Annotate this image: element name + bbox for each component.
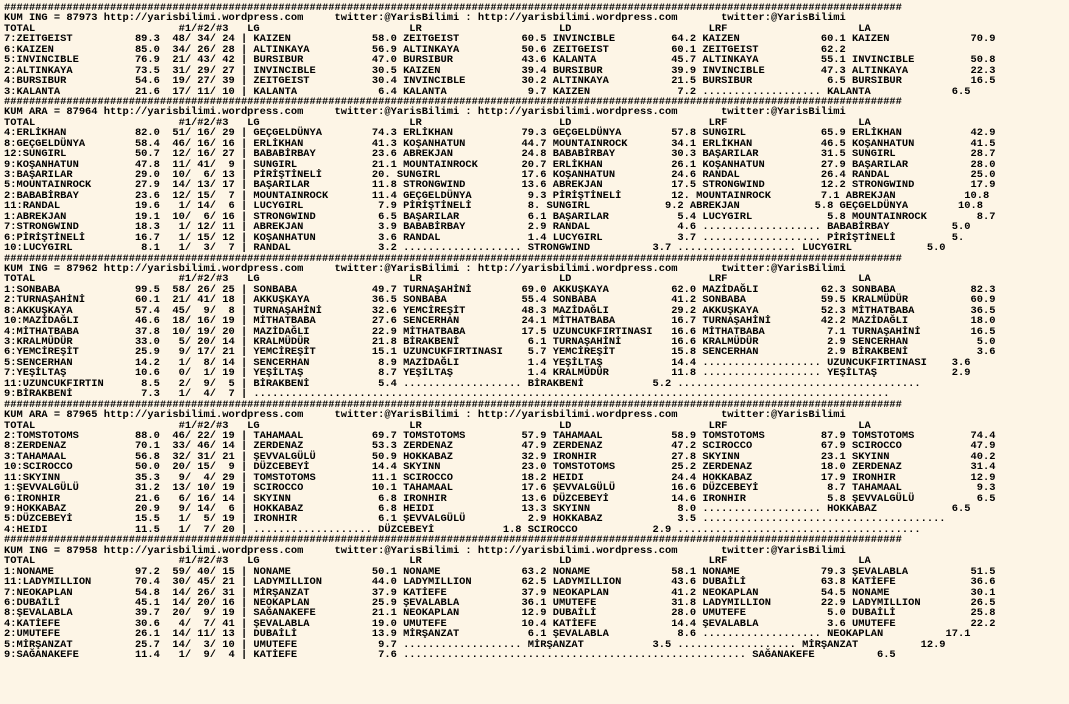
- race-analysis-document: [4, 3, 1066, 703]
- horse-row: 6:IRONHIR 21.6 6/ 16/ 14 | SKYINN 6.8 IRONHIR 13.6 DÜZCEBEYİ 14.6 IRONHIR 5.8 ŞEVVALGÜLÜ 6.5: [4, 492, 996, 505]
- horse-row: 4:HEIDI 11.5 1/ 7/ 20 | ................... DÜZCEBEYİ 1.8 SCIROCCO 2.9 .......................................: [4, 523, 921, 536]
- horse-row: 11:UZUNCUKFIRTIN 8.5 2/ 9/ 5 | BİRAKBENİ 5.4 ................... BİRAKBENİ 5.2 .......................................: [4, 377, 921, 390]
- horse-row: 7:STRONGWIND 18.3 1/ 12/ 11 | ABREKJAN 3.9 BABABİRBAY 2.9 RANDAL 4.6 ................... BABABİRBAY 5.0: [4, 221, 971, 234]
- horse-row: 10:SCIROCCO 50.0 20/ 15/ 9 | DÜZCEBEYİ 14.4 SKYINN 23.0 TOMSTOTOMS 25.2 ZERDENAZ 18.0 ZERDENAZ 31.4: [4, 461, 996, 474]
- horse-row: 10:LUCYGIRL 8.1 1/ 3/ 7 | RANDAL 3.2 ................... STRONGWIND 3.7 ................... LUCYGIRL 5.0: [4, 242, 946, 255]
- horse-row: 6:PİRİŞTİNELİ 16.7 1/ 15/ 12 | KOŞANHATUN 3.6 RANDAL 1.4 LUCYGIRL 3.7 ................... PİRİŞTİNELİ 5.: [4, 231, 965, 244]
- horse-row: 9:KOŞANHATUN 47.8 11/ 41/ 9 | SUNGIRL 21.1 MOUNTAINROCK 20.7 ERLİKHAN 26.1 KOŞANHATUN 27.9 BAŞARILAR 28.0: [4, 158, 996, 171]
- separator-line: ################################################################################################################################################: [4, 95, 902, 108]
- horse-row: 1:ŞEVVALGÜLÜ 31.2 13/ 10/ 19 | SCIROCCO 10.1 TAHAMAAL 17.6 ŞEVVALGÜLÜ 16.6 DÜZCEBEYİ 8.7 TAHAMAAL 9.3: [4, 482, 996, 495]
- horse-row: 3:TAHAMAAL 56.8 32/ 31/ 21 | ŞEVVALGÜLÜ 50.9 HOKKABAZ 32.9 IRONHIR 27.8 SKYINN 23.1 SKYINN 40.2: [4, 450, 996, 463]
- column-header: TOTAL #1/#2/#3 LG LR LD LRF LA: [4, 419, 871, 432]
- horse-row: 5:SENCERHAN 14.2 1/ 8/ 14 | SENCERHAN 8.9 MAZİDAĞLI 1.4 YEŞİLTAŞ 14.4 ................... UZUNCUKFIRTINASI 3.6: [4, 356, 971, 369]
- horse-row: 9:BİRAKBENİ 7.3 1/ 4/ 7 | ......................................................................................................: [4, 388, 890, 401]
- separator-line: ################################################################################################################################################: [4, 398, 902, 411]
- horse-row: 3:KRALMÜDÜR 33.0 5/ 20/ 14 | KRALMÜDÜR 21.8 BİRAKBENİ 6.1 TURNAŞAHİNİ 16.6 KRALMÜDÜR 2.9 SENCERHAN 5.0: [4, 336, 996, 348]
- separator-line: ################################################################################################################################################: [4, 534, 902, 547]
- horse-row: 5:MİRŞANZAT 25.7 14/ 3/ 10 | UMUTEFE 9.7 ................... MİRŞANZAT 3.5 ................... MİRŞANZAT 12.9: [4, 638, 946, 651]
- separator-line: ################################################################################################################################################: [4, 252, 902, 265]
- horse-row: 5:DÜZCEBEYİ 15.5 1/ 5/ 19 | IRONHIR 6.1 ŞEVVALGÜLÜ 2.9 HOKKABAZ 3.5 .......................................: [4, 513, 946, 526]
- horse-row: 1:SONBABA 99.5 58/ 26/ 25 | SONBABA 49.7 TURNAŞAHİNİ 69.0 AKKUŞKAYA 62.0 MAZİDAĞLI 62.3 SONBABA 82.3: [4, 283, 996, 296]
- horse-row: 9:SAĞANAKEFE 11.4 1/ 9/ 4 | KATİEFE 7.6 ....................................................... SAĞANAKEFE 6.5: [4, 649, 896, 662]
- column-header: TOTAL #1/#2/#3 LG LR LD LRF LA: [4, 22, 871, 35]
- race-header: KUM ING = 87958 http://yarisbilimi.wordpress.com twitter:@YarisBilimi : http://yarisbilimi.wordpress.com twitter:@YarisBilimi: [4, 544, 846, 557]
- horse-row: 2:BABABİRBAY 23.6 12/ 15/ 7 | MOUNTAINROCK 11.4 GEÇGELDÜNYA 9.3 PİRİŞTİNELİ 12. MOUNTAINROCK 7.1 ABREKJAN 10.8: [4, 189, 990, 202]
- column-header: TOTAL #1/#2/#3 LG LR LD LRF LA: [4, 555, 871, 568]
- horse-row: 4:KATİEFE 30.6 4/ 7/ 41 | ŞEVALABLA 19.0 UMUTEFE 10.4 KATİEFE 14.4 ŞEVALABLA 3.6 UMUTEFE 22.2: [4, 617, 996, 630]
- horse-row: 3:BAŞARILAR 29.0 10/ 6/ 13 | PİRİŞTİNELİ 20. SUNGIRL 17.6 KOŞANHATUN 24.6 RANDAL 26.4 RANDAL 25.0: [4, 169, 996, 181]
- horse-row: 2:ALTINKAYA 73.5 31/ 29/ 27 | INVINCIBLE 30.5 KAIZEN 39.4 BURSIBUR 39.9 INVINCIBLE 47.3 ALTINKAYA 22.3: [4, 64, 996, 77]
- horse-row: 2:TOMSTOTOMS 88.0 46/ 22/ 19 | TAHAMAAL 69.7 TOMSTOTOMS 57.9 TAHAMAAL 58.9 TOMSTOTOMS 87.9 TOMSTOTOMS 74.4: [4, 429, 996, 442]
- race-header: KUM ARA = 87964 http://yarisbilimi.wordpress.com twitter:@YarisBilimi : http://yarisbilimi.wordpress.com twitter:@YarisBilimi: [4, 106, 846, 119]
- column-header: TOTAL #1/#2/#3 LG LR LD LRF LA: [4, 273, 871, 286]
- horse-row: 3:KALANTA 21.6 17/ 11/ 10 | KALANTA 6.4 KALANTA 9.7 KAIZEN 7.2 ................... KALANTA 6.5: [4, 85, 971, 98]
- horse-row: 12:SUNGIRL 50.7 12/ 16/ 27 | BABABİRBAY 23.6 ABREKJAN 24.8 BABABİRBAY 30.3 BAŞARILAR 31.5 SUNGIRL 28.7: [4, 148, 996, 161]
- race-header: KUM ING = 87962 http://yarisbilimi.wordpress.com twitter:@YarisBilimi : http://yarisbilimi.wordpress.com twitter:@YarisBilimi: [4, 262, 846, 275]
- horse-row: 1:ABREKJAN 19.1 10/ 6/ 16 | STRONGWIND 6.5 BAŞARILAR 6.1 BAŞARILAR 5.4 LUCYGIRL 5.8 MOUNTAINROCK 8.7: [4, 210, 996, 223]
- horse-row: 9:HOKKABAZ 20.9 9/ 14/ 6 | HOKKABAZ 6.8 HEIDI 13.3 SKYINN 8.0 ................... HOKKABAZ 6.5: [4, 503, 971, 515]
- horse-row: 11:SKYINN 35.3 9/ 4/ 29 | TOMSTOTOMS 11.1 SCIROCCO 18.2 HEIDI 24.4 HOKKABAZ 17.9 IRONHIR 12.9: [4, 471, 996, 484]
- horse-row: 8:ZERDENAZ 70.1 33/ 46/ 14 | ZERDENAZ 53.3 ZERDENAZ 47.9 ZERDENAZ 47.2 SCIROCCO 67.9 SCIROCCO 47.9: [4, 440, 996, 453]
- horse-row: 2:UMUTEFE 26.1 14/ 11/ 13 | DUBAİLİ 13.9 MİRŞANZAT 6.1 ŞEVALABLA 8.6 ................... NEOKAPLAN 17.1: [4, 628, 971, 641]
- horse-row: 6:DUBAİLİ 45.1 14/ 20/ 16 | NEOKAPLAN 25.9 ŞEVALABLA 36.1 UMUTEFE 31.8 LADYMILLION 22.9 LADYMILLION 26.5: [4, 596, 996, 609]
- horse-row: 8:ŞEVALABLA 39.7 20/ 9/ 19 | SAĞANAKEFE 21.1 NEOKAPLAN 12.9 DUBAİLİ 28.0 UMUTEFE 5.0 DUBAİLİ 25.8: [4, 607, 996, 620]
- horse-row: 8:AKKUŞKAYA 57.4 45/ 9/ 8 | TURNAŞAHİNİ 32.6 YEMCİREŞİT 48.3 MAZİDAĞLI 29.2 AKKUŞKAYA 52.3 MİTHATBABA 36.5: [4, 304, 996, 317]
- horse-row: 1:NONAME 97.2 59/ 40/ 15 | NONAME 50.1 NONAME 63.2 NONAME 58.1 NONAME 79.3 ŞEVALABLA 51.5: [4, 565, 996, 578]
- horse-row: 11:LADYMILLION 70.4 30/ 45/ 21 | LADYMILLION 44.0 LADYMILLION 62.5 LADYMILLION 43.6 DUBAİLİ 63.8 KATİEFE 36.6: [4, 576, 996, 589]
- horse-row: 7:ZEITGEIST 89.3 48/ 34/ 24 | KAIZEN 58.0 ZEITGEIST 60.5 INVINCIBLE 64.2 KAIZEN 60.1 KAIZEN 70.9: [4, 33, 996, 46]
- horse-row: 4:MİTHATBABA 37.8 10/ 19/ 20 | MAZİDAĞLI 22.9 MİTHATBABA 17.5 UZUNCUKFIRTINASI 16.6 MİTHATBABA 7.1 TURNAŞAHİNİ 16.5: [4, 325, 996, 338]
- horse-row: 5:MOUNTAINROCK 27.9 14/ 13/ 17 | BAŞARILAR 11.8 STRONGWIND 13.6 ABREKJAN 17.5 STRONGWIND 12.2 STRONGWIND 17.9: [4, 179, 996, 192]
- horse-row: 7:YEŞİLTAŞ 10.6 0/ 1/ 19 | YEŞİLTAŞ 8.7 YEŞİLTAŞ 1.4 KRALMÜDÜR 11.8 ................... YEŞİLTAŞ 2.9: [4, 367, 971, 380]
- horse-row: 6:YEMCİREŞİT 25.9 9/ 17/ 21 | YEMCİREŞİT 15.1 UZUNCUKFIRTINASI 5.7 YEMCİREŞİT 15.8 SENCERHAN 2.9 BİRAKBENİ 3.6: [4, 346, 996, 359]
- horse-row: 8:GEÇGELDÜNYA 58.4 46/ 16/ 16 | ERLİKHAN 41.3 KOŞANHATUN 44.7 MOUNTAINROCK 34.1 ERLİKHAN 46.5 KOŞANHATUN 41.5: [4, 137, 996, 150]
- race-header: KUM ING = 87973 http://yarisbilimi.wordpress.com twitter:@YarisBilimi : http://yarisbilimi.wordpress.com twitter:@YarisBilimi: [4, 12, 846, 25]
- separator-line: ################################################################################################################################################: [4, 3, 902, 14]
- horse-row: 4:BURSIBUR 54.6 19/ 27/ 39 | ZEITGEIST 30.4 INVINCIBLE 30.2 ALTINKAYA 21.5 BURSIBUR 6.5 BURSIBUR 16.5: [4, 75, 996, 88]
- horse-row: 4:ERLİKHAN 82.0 51/ 16/ 29 | GEÇGELDÜNYA 74.3 ERLİKHAN 79.3 GEÇGELDÜNYA 57.8 SUNGIRL 65.9 ERLİKHAN 42.9: [4, 127, 996, 140]
- horse-row: 2:TURNAŞAHİNİ 60.1 21/ 41/ 18 | AKKUŞKAYA 36.5 SONBABA 55.4 SONBABA 41.2 SONBABA 59.5 KRALMÜDÜR 60.9: [4, 294, 996, 307]
- column-header: TOTAL #1/#2/#3 LG LR LD LRF LA: [4, 116, 871, 129]
- horse-row: 5:INVINCIBLE 76.9 21/ 43/ 42 | BURSIBUR 47.0 BURSIBUR 43.6 KALANTA 45.7 ALTINKAYA 55.1 INVINCIBLE 50.8: [4, 54, 996, 67]
- horse-row: 11:RANDAL 19.6 1/ 14/ 6 | LUCYGIRL 7.9 PİRİŞTİNELİ 8. SUNGIRL 9.2 ABREKJAN 5.8 GEÇGELDÜNYA 10.8: [4, 200, 983, 213]
- horse-row: 10:MAZİDAĞLI 46.6 18/ 16/ 19 | MİTHATBABA 27.6 SENCERHAN 24.1 MİTHATBABA 16.7 TURNAŞAHİNİ 42.2 MAZİDAĞLI 18.0: [4, 315, 996, 328]
- race-header: KUM ARA = 87965 http://yarisbilimi.wordpress.com twitter:@YarisBilimi : http://yarisbilimi.wordpress.com twitter:@YarisBilimi: [4, 409, 846, 422]
- horse-row: 7:NEOKAPLAN 54.8 14/ 26/ 31 | MİRŞANZAT 37.9 KATİEFE 37.9 NEOKAPLAN 41.2 NEOKAPLAN 54.5 NONAME 30.1: [4, 586, 996, 599]
- horse-row: 6:KAIZEN 85.0 34/ 26/ 28 | ALTINKAYA 56.9 ALTINKAYA 50.6 ZEITGEIST 60.1 ZEITGEIST 62.2: [4, 43, 846, 56]
